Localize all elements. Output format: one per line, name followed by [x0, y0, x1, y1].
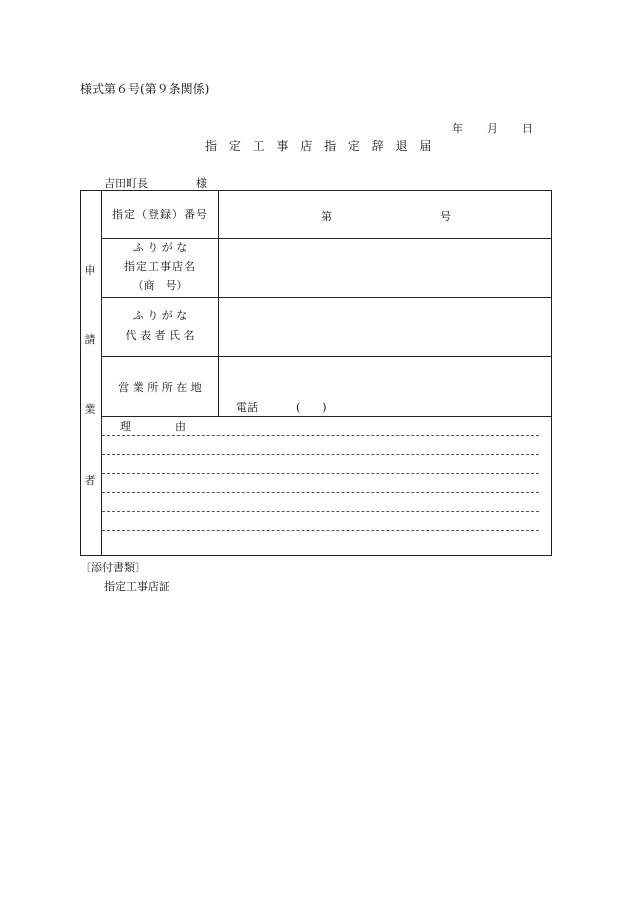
- store-name-field[interactable]: [222, 242, 548, 293]
- store-trade-name-label: （商 号）: [132, 279, 188, 292]
- reason-text-area[interactable]: [104, 436, 538, 550]
- store-furigana-label: ふ り が な: [132, 241, 188, 254]
- phone-label: 電話: [236, 401, 258, 414]
- applicant-label-char: 業: [84, 403, 96, 416]
- row-divider: [101, 416, 552, 417]
- row-divider: [101, 356, 552, 357]
- applicant-label-char: 者: [84, 474, 96, 487]
- addressee-honorific: 様: [196, 177, 207, 190]
- registration-prefix: 第: [321, 210, 332, 223]
- date-day-label: 日: [522, 122, 533, 135]
- store-name-label: 指定工事店名: [124, 260, 196, 273]
- addressee-name: 吉田町長: [104, 177, 148, 190]
- attachment-item: 指定工事店証: [104, 580, 170, 593]
- label-column-divider: [218, 190, 219, 416]
- registration-number-field[interactable]: [222, 196, 548, 234]
- reason-label: 理 由: [120, 420, 186, 433]
- representative-name-label: 代 表 者 氏 名: [125, 329, 195, 342]
- date-year-label: 年: [452, 122, 463, 135]
- rep-furigana-label: ふ り が な: [132, 309, 188, 322]
- form-number: 様式第６号(第９条関係): [80, 82, 210, 96]
- registration-suffix: 号: [440, 210, 451, 223]
- attachments-heading: 〔添付書類〕: [80, 561, 146, 574]
- registration-number-label: 指定（登録）番号: [112, 208, 208, 221]
- office-address-field[interactable]: [222, 360, 548, 412]
- representative-name-field[interactable]: [222, 301, 548, 352]
- applicant-label-char: 請: [84, 333, 96, 346]
- date-month-label: 月: [487, 122, 498, 135]
- page-title: 指 定 工 事 店 指 定 辞 退 届: [205, 139, 436, 153]
- applicant-label-char: 申: [84, 264, 96, 277]
- phone-area-code: ( ): [296, 401, 327, 414]
- office-address-label: 営 業 所 所 在 地: [118, 381, 202, 394]
- row-divider: [101, 297, 552, 298]
